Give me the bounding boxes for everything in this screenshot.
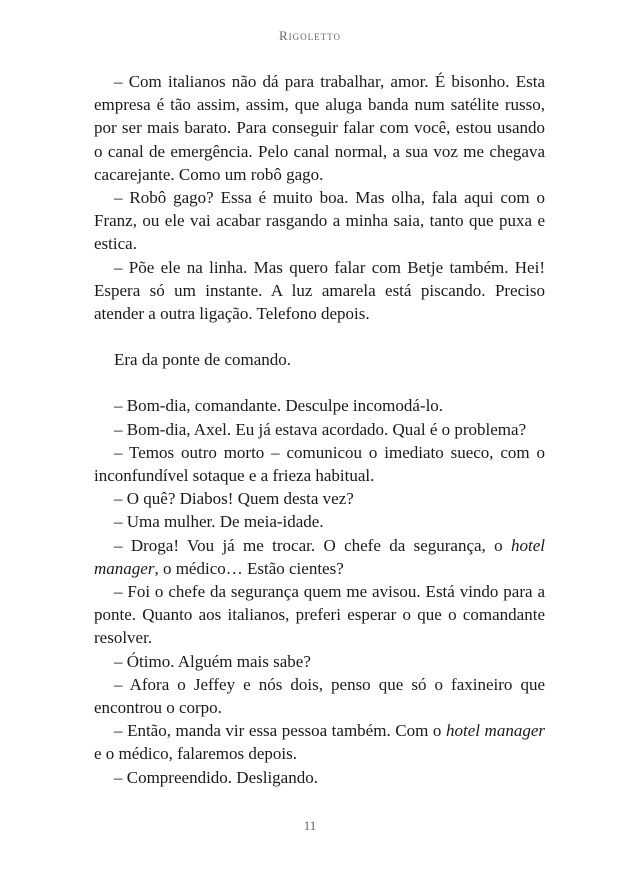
paragraph-text: – Bom-dia, comandante. Desculpe incomodá-lo. — [114, 396, 444, 416]
paragraph — [94, 186, 545, 256]
paragraph-text: – Droga! Vou já me trocar. O chefe da segurança, o — [114, 535, 511, 555]
paragraph — [94, 510, 545, 533]
paragraph-text: – Robô gago? Essa é muito boa. Mas olha, fala aqui com o Franz, ou ele vai acabar rasgando a minha saia, tanto que puxa e estica. — [94, 188, 545, 254]
paragraph-text: – Temos outro morto – comunicou o imediato sueco, com o inconfundível sotaque e a frieza habitual. — [94, 442, 545, 486]
body-text — [94, 70, 545, 789]
paragraph-text: – Foi o chefe da segurança quem me avisou. Está vindo para a ponte. Quanto aos italianos, preferi esperar o que o comandante resolver. — [94, 582, 545, 648]
paragraph — [94, 394, 545, 417]
paragraph-text: Era da ponte de comando. — [114, 350, 292, 370]
paragraph-text: – O quê? Diabos! Quem desta vez? — [114, 489, 354, 509]
paragraph — [94, 719, 545, 765]
paragraph — [94, 534, 545, 580]
paragraph — [94, 673, 545, 719]
italic-term: hotel manager — [445, 721, 545, 741]
paragraph-text: – Com italianos não dá para trabalhar, amor. É bisonho. Esta empresa é tão assim, assim, que aluga banda num satélite russo, por ser mais barato. Para conseguir falar com você, estou usando o canal de emergência. Pelo canal normal, a sua voz me chegava cacarejante. Como um robô gago. — [94, 72, 545, 184]
paragraph — [94, 650, 545, 673]
italic-term: hotel manager — [94, 535, 545, 578]
paragraph — [94, 580, 545, 650]
paragraph — [94, 256, 545, 326]
paragraph-text: – Bom-dia, Axel. Eu já estava acordado. Qual é o problema? — [114, 419, 527, 439]
paragraph — [94, 766, 545, 789]
paragraph-text: – Afora o Jeffey e nós dois, penso que só o faxineiro que encontrou o corpo. — [94, 674, 545, 718]
paragraph-text: – Põe ele na linha. Mas quero falar com Betje também. Hei! Espera só um instante. A luz amarela está piscando. Preciso atender a outra ligação. Telefono depois. — [94, 257, 545, 324]
paragraph-text: e o médico, falaremos depois. — [94, 744, 297, 764]
paragraph — [94, 348, 545, 371]
paragraph — [94, 70, 545, 186]
paragraph-text: – Ótimo. Alguém mais sabe? — [114, 651, 311, 671]
paragraph-text: – Uma mulher. De meia-idade. — [114, 512, 324, 532]
running-header: Rigoletto — [279, 28, 341, 43]
paragraph-text: , o médico… Estão cientes? — [154, 558, 344, 578]
paragraph-text: – Então, manda vir essa pessoa também. Com o — [114, 721, 446, 741]
paragraph — [94, 418, 545, 441]
paragraph-text: – Compreendido. Desligando. — [114, 767, 318, 787]
paragraph — [94, 441, 545, 487]
page-number: 11 — [303, 818, 317, 833]
paragraph — [94, 487, 545, 510]
